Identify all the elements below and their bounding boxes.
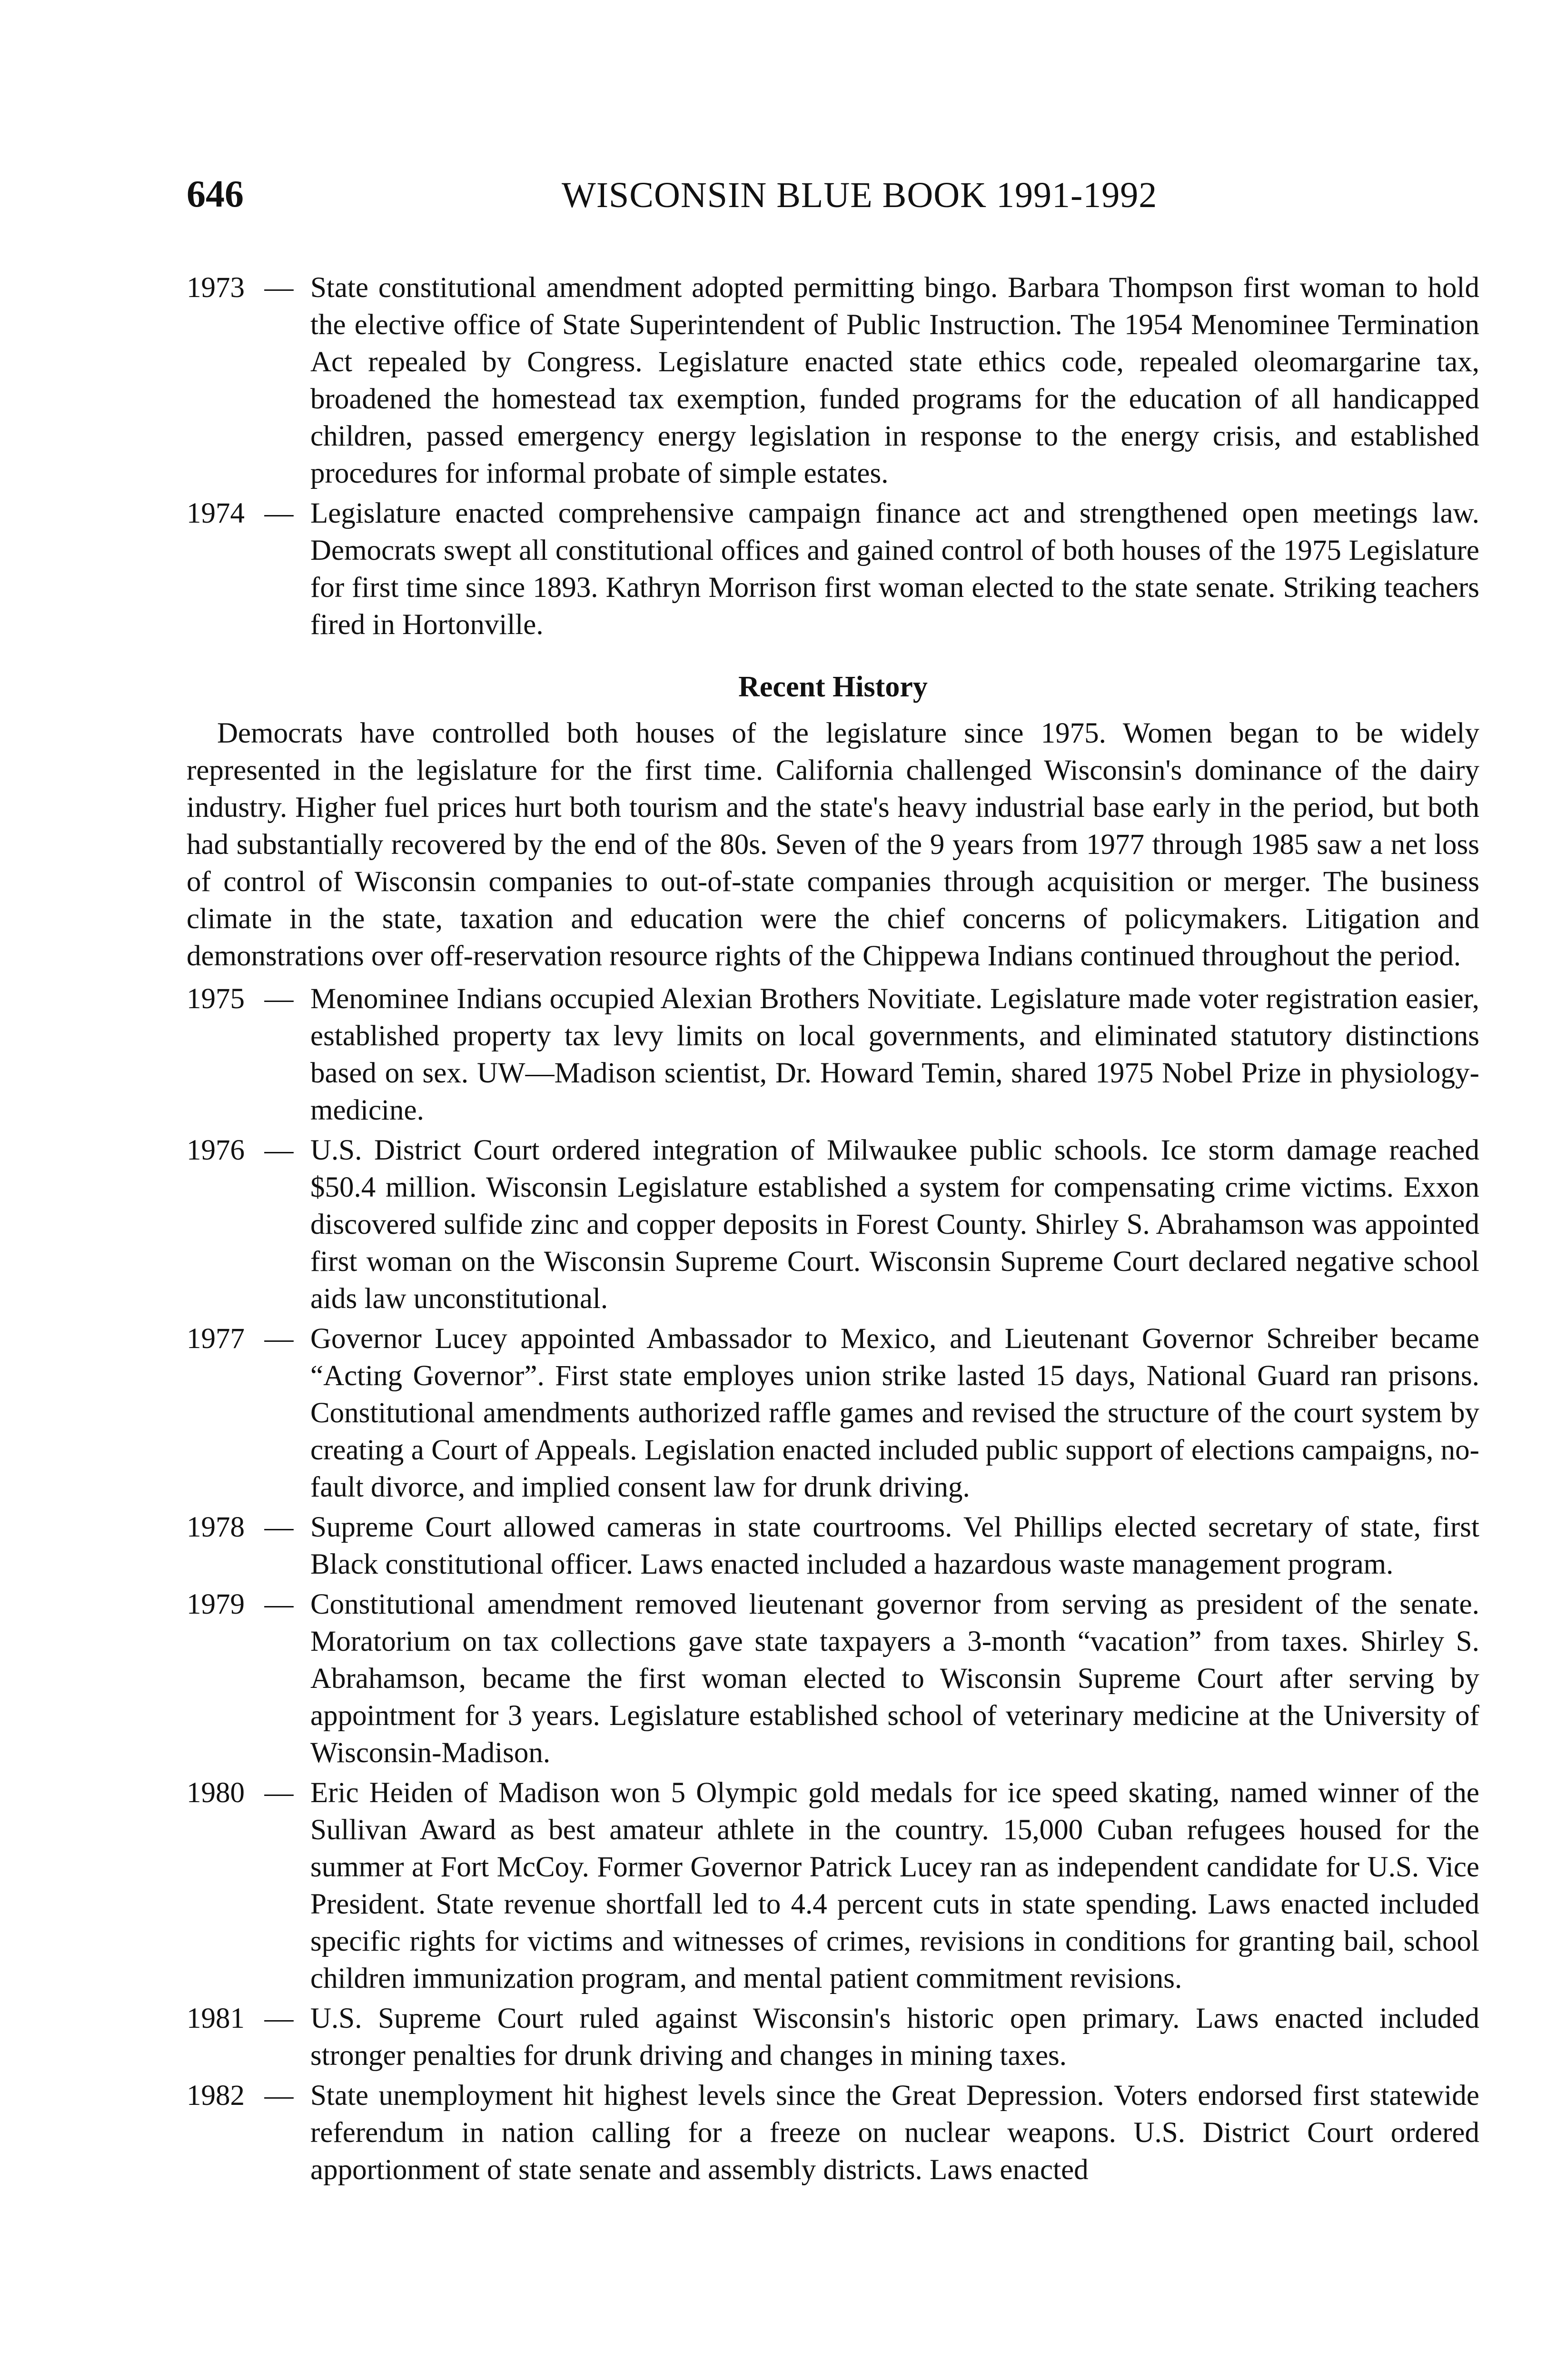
chronology-entry: [187, 495, 1479, 644]
entry-year: 1980: [187, 1777, 245, 1809]
entry-text: Governor Lucey appointed Ambassador to Mexico, and Lieutenant Governor Schreiber became “Acting Governor”. First state employes union strike lasted 15 days, National Guard ran prisons. Constitutional amendments authorized raffle games and revised the structure of the court system by creating a Court of Appeals. Legislation enacted included public support of elections campaigns, no-fault divorce, and implied consent law for drunk driving.: [310, 1323, 1479, 1503]
entry-dash: —: [264, 1134, 294, 1166]
entry-dash: —: [264, 272, 294, 304]
chronology-entry: [187, 2077, 1479, 2189]
entry-text: Menominee Indians occupied Alexian Brothers Novitiate. Legislature made voter registration easier, established property tax levy limits on local governments, and eliminated statutory distinctions based on sex. UW—Madison scientist, Dr. Howard Temin, shared 1975 Nobel Prize in physiology-medicine.: [310, 983, 1479, 1126]
running-head-text: WISCONSIN BLUE BOOK 1991-1992: [562, 175, 1158, 215]
chronology-entry: [187, 1509, 1479, 1583]
entry-text: Supreme Court allowed cameras in state courtrooms. Vel Phillips elected secretary of state, first Black constitutional officer. Laws enacted included a hazardous waste management program.: [310, 1511, 1479, 1580]
entry-year: 1977: [187, 1323, 245, 1355]
entry-text: U.S. District Court ordered integration of Milwaukee public schools. Ice storm damage reached $50.4 million. Wisconsin Legislature established a system for compensating crime victims. Exxon discovered sulfide zinc and copper deposits in Forest County. Shirley S. Abrahamson was appointed first woman on the Wisconsin Supreme Court. Wisconsin Supreme Court declared negative school aids law unconstitutional.: [310, 1134, 1479, 1315]
entry-text: U.S. Supreme Court ruled against Wisconsin's historic open primary. Laws enacted included stronger penalties for drunk driving and changes in mining taxes.: [310, 2003, 1479, 2072]
entry-dash: —: [264, 1323, 294, 1355]
entry-text: State unemployment hit highest levels since the Great Depression. Voters endorsed first statewide referendum in nation calling for a freeze on nuclear weapons. U.S. District Court ordered apportionment of state senate and assembly districts. Laws enacted: [310, 2080, 1479, 2186]
entry-text: Constitutional amendment removed lieutenant governor from serving as president of the senate. Moratorium on tax collections gave state taxpayers a 3-month “vacation” from taxes. Shirley S. Abrahamson, became the first woman elected to Wisconsin Supreme Court after serving by appointment for 3 years. Legislature established school of veterinary medicine at the University of Wisconsin-Madison.: [310, 1588, 1479, 1769]
chronology-entry: [187, 981, 1479, 1129]
entry-dash: —: [264, 983, 294, 1015]
entry-year: 1975: [187, 983, 245, 1015]
page-number: 646: [187, 173, 244, 215]
section-heading: Recent History: [738, 671, 928, 703]
entry-year: 1982: [187, 2080, 245, 2112]
chronology-entry: [187, 1132, 1479, 1318]
entry-dash: —: [264, 2080, 294, 2112]
chronology-entry: [187, 2000, 1479, 2074]
entry-year: 1973: [187, 272, 245, 304]
entry-year: 1978: [187, 1511, 245, 1543]
chronology-entry: [187, 1775, 1479, 1997]
running-head: [562, 177, 1157, 213]
entry-year: 1979: [187, 1588, 245, 1620]
chronology-entry: [187, 1320, 1479, 1506]
entry-year: 1976: [187, 1134, 245, 1166]
entry-dash: —: [264, 2003, 294, 2034]
chronology-entry: [187, 1586, 1479, 1772]
entry-dash: —: [264, 1511, 294, 1543]
entry-year: 1981: [187, 2003, 245, 2034]
entry-text: Legislature enacted comprehensive campaign finance act and strengthened open meetings law. Democrats swept all constitutional offices and gained control of both houses of the 1975 Legislature for first time since 1893. Kathryn Morrison first woman elected to the state senate. Striking teachers fired in Hortonville.: [310, 497, 1479, 641]
entry-text: Eric Heiden of Madison won 5 Olympic gold medals for ice speed skating, named winner of the Sullivan Award as best amateur athlete in the country. 15,000 Cuban refugees housed for the summer at Fort McCoy. Former Governor Patrick Lucey ran as independent candidate for U.S. Vice President. State revenue shortfall led to 4.4 percent cuts in state spending. Laws enacted included specific rights for victims and witnesses of crimes, revisions in conditions for granting bail, school children immunization program, and mental patient commitment revisions.: [310, 1777, 1479, 1994]
chronology-entry: [187, 269, 1479, 492]
entry-dash: —: [264, 1588, 294, 1620]
entry-dash: —: [264, 497, 294, 529]
entry-year: 1974: [187, 497, 245, 529]
entry-text: State constitutional amendment adopted permitting bingo. Barbara Thompson first woman to hold the elective office of State Superintendent of Public Instruction. The 1954 Menominee Termination Act repealed by Congress. Legislature enacted state ethics code, repealed oleomargarine tax, broadened the homestead tax exemption, funded programs for the education of all handicapped children, passed emergency energy legislation in response to the energy crisis, and established procedures for informal probate of simple estates.: [310, 272, 1479, 489]
section-intro: Democrats have controlled both houses of the legislature since 1975. Women began to be widely represented in the legislature for the first time. California challenged Wisconsin's dominance of the dairy industry. Higher fuel prices hurt both tourism and the state's heavy industrial base early in the period, but both had substantially recovered by the end of the 80s. Seven of the 9 years from 1977 through 1985 saw a net loss of control of Wisconsin companies to out-of-state companies through acquisition or merger. The business climate in the state, taxation and education were the chief concerns of policymakers. Litigation and demonstrations over off-reservation resource rights of the Chippewa Indians continued throughout the period.: [187, 717, 1479, 972]
entry-dash: —: [264, 1777, 294, 1809]
page-body: [187, 269, 1479, 2192]
